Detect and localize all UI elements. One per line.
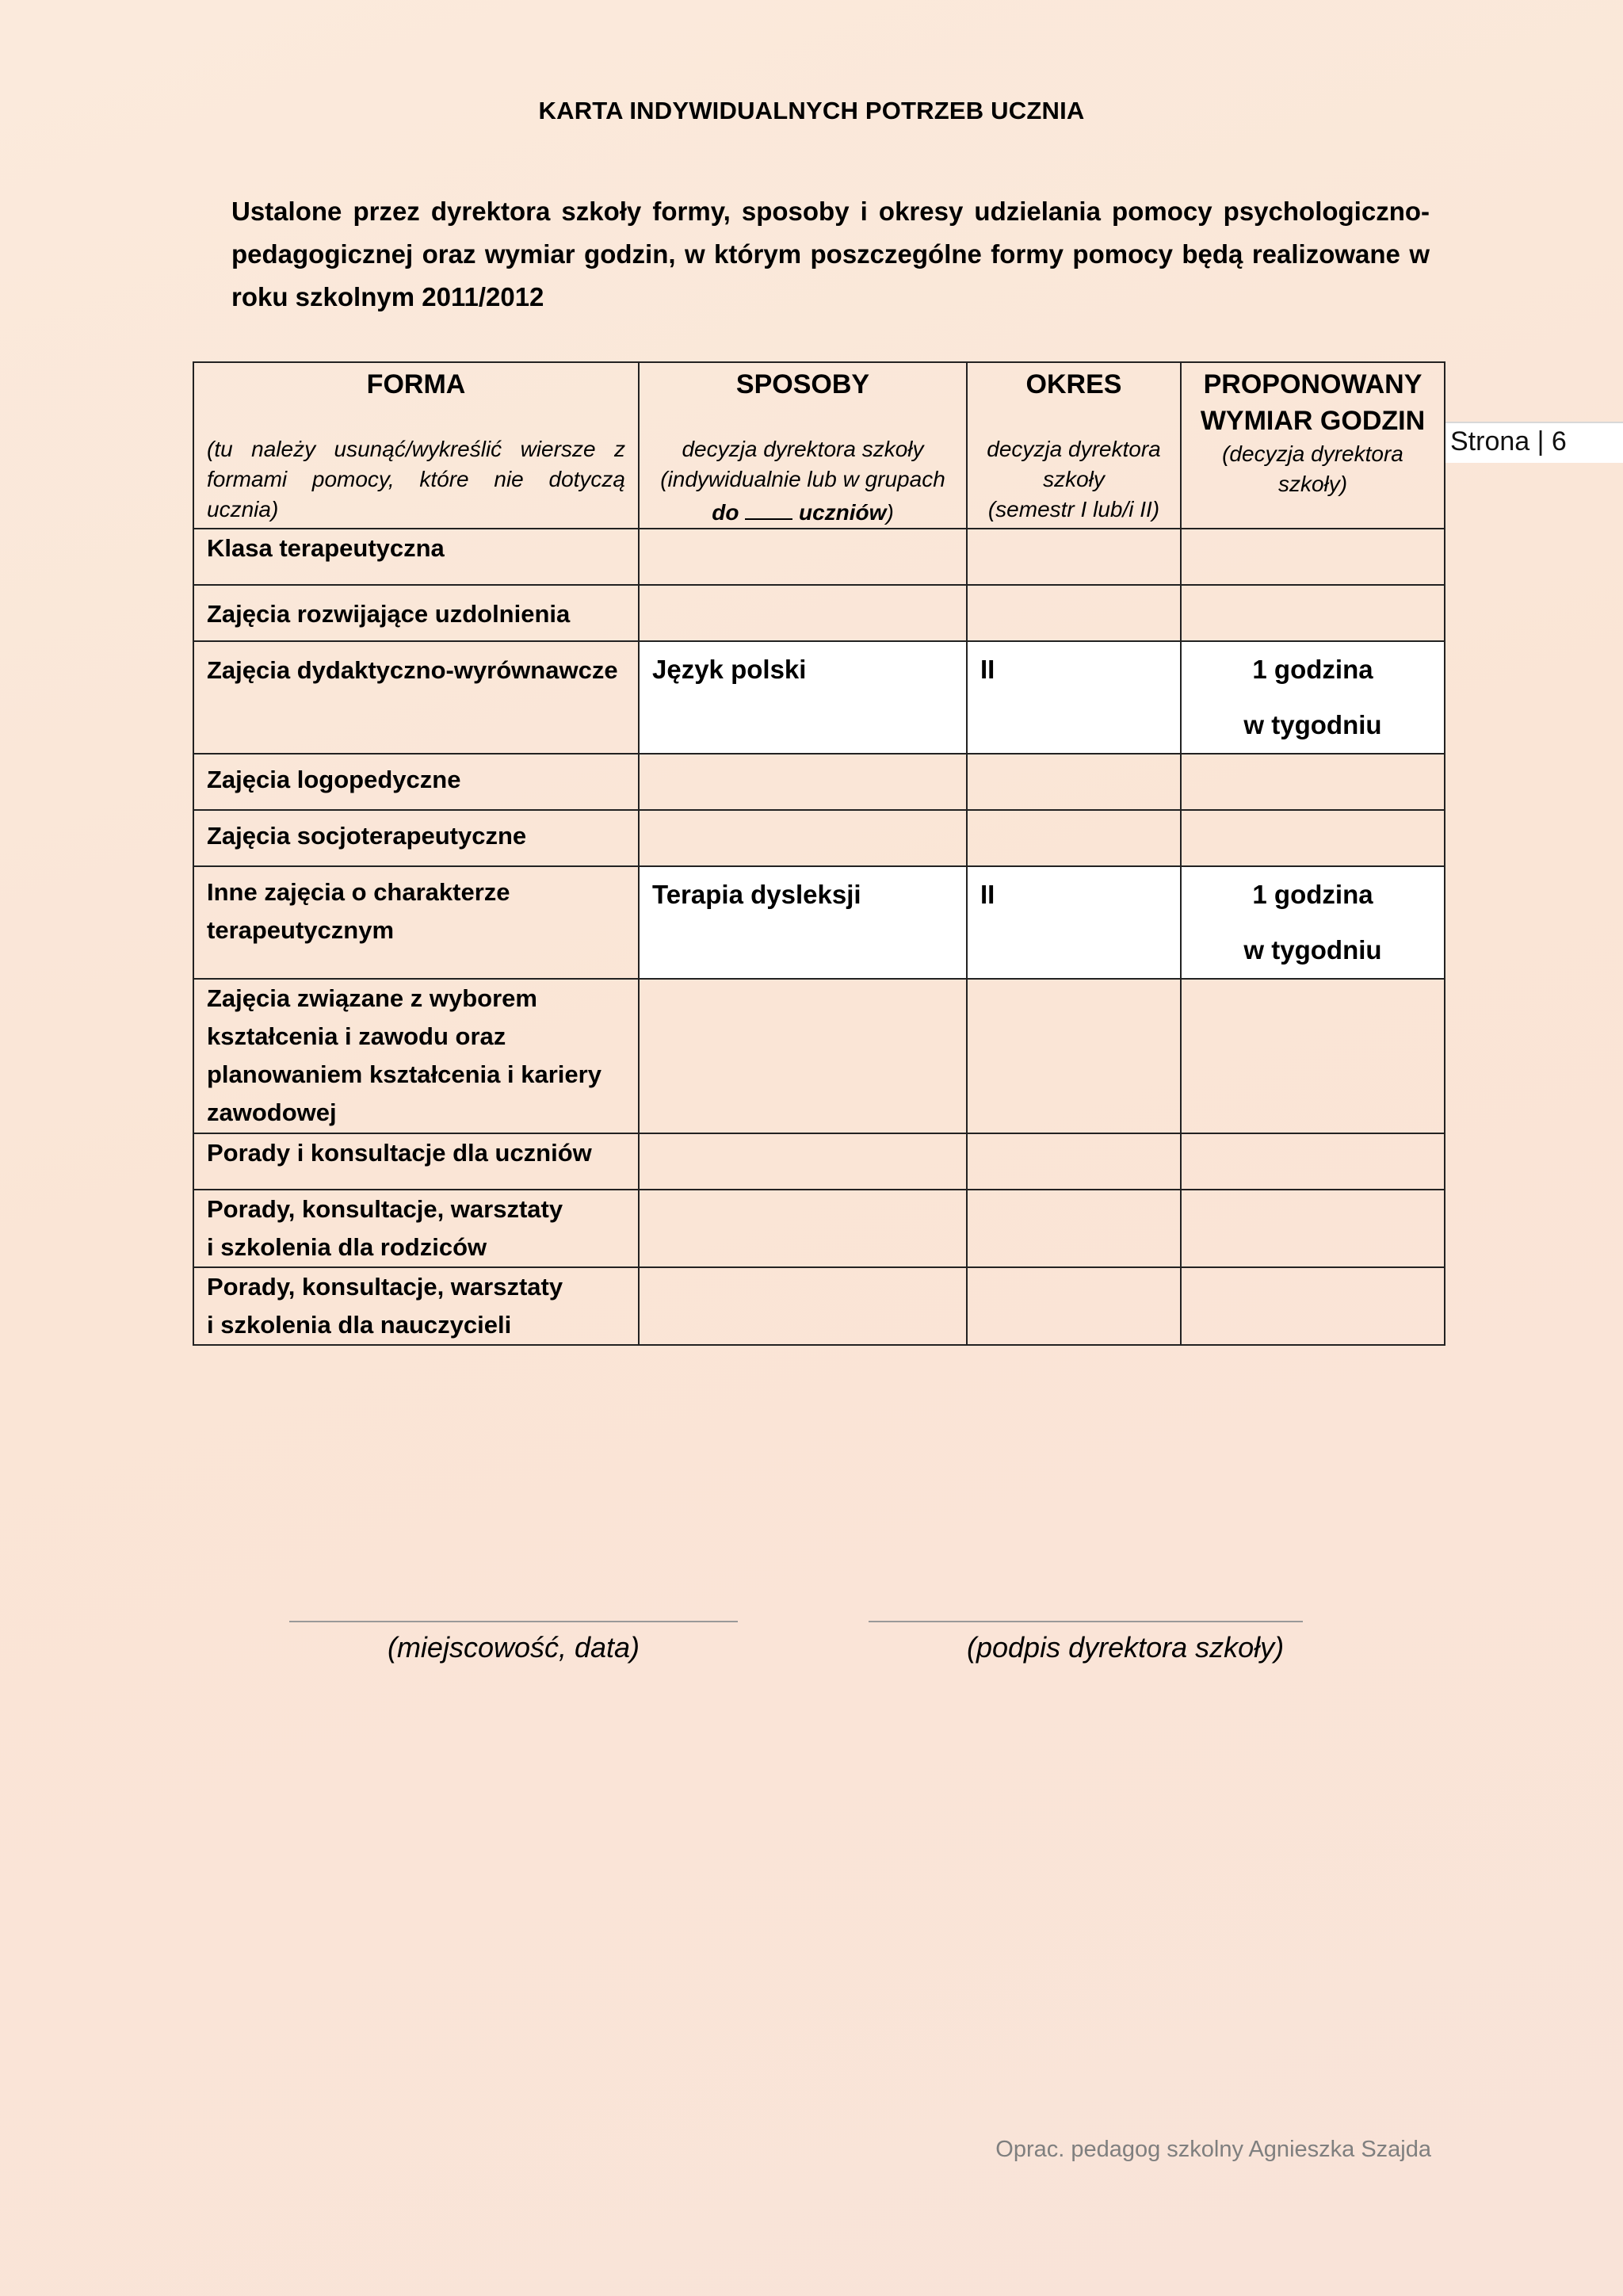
- header-sposoby-note-1: decyzja dyrektora szkoły: [682, 437, 924, 461]
- table-row: [193, 529, 1445, 585]
- row-sposoby: [639, 585, 967, 641]
- row-forma: [193, 866, 639, 979]
- row-forma: Porady i konsultacje dla uczniów: [193, 1133, 639, 1190]
- row-forma: [193, 979, 639, 1133]
- row-sposoby: [639, 810, 967, 866]
- row-forma-line-2: i szkolenia dla rodziców: [207, 1233, 487, 1261]
- support-forms-table: [193, 361, 1445, 1346]
- director-signature-line: [869, 1621, 1303, 1622]
- row-wymiar-line-1: 1 godzina: [1252, 880, 1373, 909]
- header-wymiar-note: (decyzja dyrektora szkoły): [1222, 441, 1403, 496]
- header-forma-note: (tu należy usunąć/wykreślić wiersze z formami pomocy, które nie dotyczą ucznia): [207, 437, 625, 521]
- header-wymiar: [1181, 362, 1445, 529]
- row-okres: [967, 585, 1181, 641]
- header-okres-title: OKRES: [1025, 369, 1122, 399]
- header-sposoby-note-2: (indywidualnie lub w grupach: [660, 467, 945, 491]
- row-wymiar-line-2: w tygodniu: [1243, 710, 1382, 739]
- row-forma-line-1: Porady, konsultacje, warsztaty: [207, 1273, 563, 1301]
- row-sposoby: [639, 754, 967, 810]
- header-okres: [967, 362, 1181, 529]
- row-sposoby: Język polski: [639, 641, 967, 754]
- row-okres: [967, 754, 1181, 810]
- row-okres: [967, 529, 1181, 585]
- row-forma: [193, 1267, 639, 1345]
- header-okres-note-2: (semestr I lub/i II): [987, 497, 1160, 521]
- row-sposoby: [639, 1267, 967, 1345]
- row-okres: [967, 1190, 1181, 1267]
- row-forma-line-2: kształcenia i zawodu oraz: [207, 1022, 506, 1050]
- header-sposoby-close-paren: ): [886, 500, 894, 525]
- header-sposoby-note-3: [652, 495, 953, 528]
- row-forma: Zajęcia socjoterapeutyczne: [193, 810, 639, 866]
- row-wymiar: [1181, 979, 1445, 1133]
- row-wymiar: [1181, 585, 1445, 641]
- row-forma: Zajęcia logopedyczne: [193, 754, 639, 810]
- row-wymiar: [1181, 529, 1445, 585]
- header-okres-note-1: decyzja dyrektora szkoły: [987, 437, 1161, 491]
- row-forma-line-3: planowaniem kształcenia i kariery: [207, 1060, 601, 1088]
- header-sposoby-do: do: [712, 500, 739, 525]
- row-wymiar: [1181, 754, 1445, 810]
- table-row: [193, 1190, 1445, 1267]
- header-sposoby-uczniow: uczniów: [799, 500, 887, 525]
- row-forma: Klasa terapeutyczna: [193, 529, 639, 585]
- table-header-row: [193, 362, 1445, 529]
- header-wymiar-title-1: PROPONOWANY: [1203, 369, 1423, 399]
- page-number-tab: Strona | 6: [1444, 422, 1623, 463]
- row-wymiar: [1181, 1267, 1445, 1345]
- place-date-signature-line: [289, 1621, 738, 1622]
- row-sposoby: [639, 979, 967, 1133]
- intro-paragraph: Ustalone przez dyrektora szkoły formy, sposoby i okresy udzielania pomocy psychologiczno-pedagogicznej oraz wymiar godzin, w którym poszczególne formy pomocy będą realizowane w roku szkolnym 2011/2012: [231, 197, 1430, 311]
- row-forma-line-2: terapeutycznym: [207, 916, 395, 944]
- row-wymiar: [1181, 1133, 1445, 1190]
- row-sposoby: [639, 1133, 967, 1190]
- row-wymiar: [1181, 810, 1445, 866]
- row-okres: II: [967, 866, 1181, 979]
- table-row: [193, 641, 1445, 754]
- row-wymiar-line-2: w tygodniu: [1243, 935, 1382, 965]
- footer-author: Oprac. pedagog szkolny Agnieszka Szajda: [995, 2137, 1431, 2162]
- row-forma-line-1: Inne zajęcia o charakterze: [207, 878, 510, 906]
- row-sposoby: [639, 1190, 967, 1267]
- table-row: [193, 754, 1445, 810]
- row-wymiar-line-1: 1 godzina: [1252, 655, 1373, 684]
- table-row: [193, 810, 1445, 866]
- header-wymiar-title-2: WYMIAR GODZIN: [1200, 406, 1426, 436]
- header-forma-title: FORMA: [366, 369, 466, 399]
- row-forma-line-1: Porady, konsultacje, warsztaty: [207, 1195, 563, 1223]
- row-forma-line-1: Zajęcia związane z wyborem: [207, 984, 537, 1012]
- row-sposoby: Terapia dysleksji: [639, 866, 967, 979]
- page-title: KARTA INDYWIDUALNYCH POTRZEB UCZNIA: [538, 97, 1085, 124]
- row-okres: [967, 979, 1181, 1133]
- table-row: [193, 1133, 1445, 1190]
- table-row: [193, 1267, 1445, 1345]
- row-okres: [967, 810, 1181, 866]
- row-okres: [967, 1133, 1181, 1190]
- row-okres: II: [967, 641, 1181, 754]
- table-row: [193, 585, 1445, 641]
- row-forma: Zajęcia dydaktyczno-wyrównawcze: [193, 641, 639, 754]
- row-forma-line-4: zawodowej: [207, 1098, 337, 1126]
- support-forms-table-wrapper: [193, 361, 1444, 1346]
- row-forma: [193, 1190, 639, 1267]
- row-okres: [967, 1267, 1181, 1345]
- row-wymiar: [1181, 866, 1445, 979]
- header-sposoby: [639, 362, 967, 529]
- row-sposoby: [639, 529, 967, 585]
- blank-count-line: [745, 495, 792, 520]
- header-forma: [193, 362, 639, 529]
- row-forma-line-2: i szkolenia dla nauczycieli: [207, 1311, 512, 1339]
- place-date-label: (miejscowość, data): [387, 1631, 640, 1664]
- header-sposoby-title: SPOSOBY: [735, 369, 870, 399]
- row-wymiar: [1181, 1190, 1445, 1267]
- table-row: [193, 979, 1445, 1133]
- row-forma: Zajęcia rozwijające uzdolnienia: [193, 585, 639, 641]
- table-row: [193, 866, 1445, 979]
- director-signature-label: (podpis dyrektora szkoły): [967, 1631, 1285, 1664]
- row-wymiar: [1181, 641, 1445, 754]
